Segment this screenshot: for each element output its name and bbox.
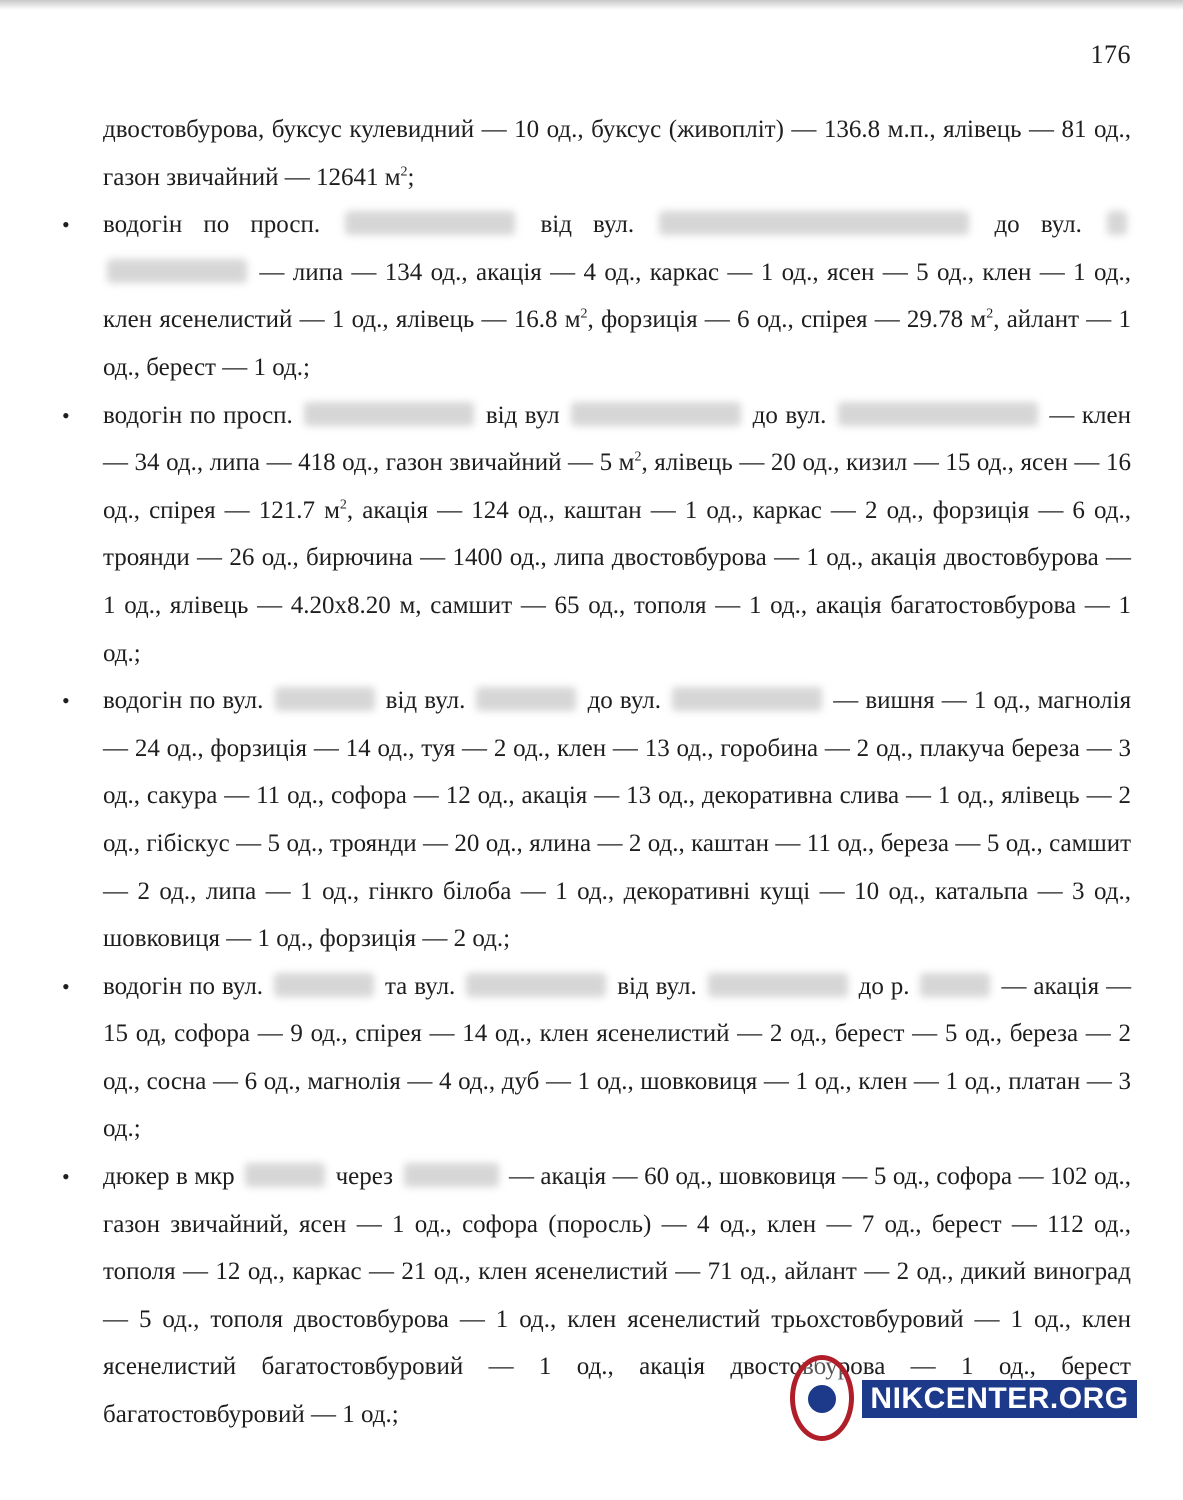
logo-eye-icon <box>804 1381 840 1417</box>
item-text: — липа — 134 од., акація — 4 од., каркас — 1 од., ясен — 5 од., клен — 1 од., клен ясенелистий — 1 од., ялівець — 16.8 м <box>103 258 1131 334</box>
redacted-street-name <box>345 211 515 235</box>
item-text: через <box>335 1163 394 1191</box>
redacted-district-name <box>245 1163 325 1187</box>
item-text: — акація — 15 од, софора — 9 од., спірея — 14 од., клен ясенелистий — 2 од., берест — 5 од., береза — 2 од., сосна — 6 од., магнолія — 4 од., дуб — 1 од., шовковиця — 1 од., клен — 1 од., платан — 3 од.; <box>103 972 1132 1143</box>
item-text: , айлант — 1 од., берест — 1 од.; <box>103 306 1131 381</box>
item-text: — вишня — 1 од., магнолія — 24 од., форзиція — 14 од., туя — 2 од., клен — 13 од., горобина — 2 од., плакуча береза — 3 од., сакура — 11 од., софора — 12 од., акація — 13 од., декоративна слива — 1 од., ялівець — 2 од., гібіскус — 5 од., троянди — 20 од., ялина — 2 од., каштан — 11 од., береза — 5 од., самшит — 2 од., липа — 1 од., гінкго білоба — 1 од., декоративні кущі — 10 од., катальпа — 3 од., шовковиця — 1 од., форзиція — 2 од.; <box>103 687 1132 953</box>
bullet-icon: • <box>62 212 70 238</box>
bullet-icon: • <box>62 402 70 428</box>
intro-line-1: двостовбурова, буксус кулевидний — 10 од., буксус (живопліт) — 136.8 м.п., ялівець <box>103 116 1022 143</box>
item-text: водогін по просп. <box>103 401 293 429</box>
list-item <box>62 201 1131 391</box>
intro-line-2: — 81 од., газон звичайний — 12641 м <box>103 116 1132 191</box>
superscript: 2 <box>339 497 347 513</box>
item-text: — акація — 60 од., шовковиця — 5 од., софора — 102 од., газон звичайний, ясен — 1 од., софора (поросль) — 4 од., клен — 7 од., берест — 112 од., тополя — 12 од., каркас — 21 од., клен ясенелистий — 71 од., айлант — 2 од., дикий виноград — 5 од., тополя двостовбурова — 1 од., клен ясенелистий трьохстовбуровий — 1 од., клен ясенелистий багатостовбуровий — 1 од., акація двостовбурова — 1 од., берест багатостовбуровий — 1 од.; <box>103 1163 1132 1429</box>
redacted-street-name <box>571 402 741 426</box>
item-text: дюкер в мкр <box>103 1163 235 1191</box>
redacted-street-name <box>659 211 969 235</box>
bullet-icon: • <box>62 1164 70 1190</box>
redacted-street-name <box>274 973 374 997</box>
redacted-street-name <box>476 687 576 711</box>
item-text: водогін по вул. <box>103 972 264 1000</box>
redacted-street-name <box>107 259 247 283</box>
item-text: від вул. <box>385 687 466 715</box>
item-text: до вул. <box>587 687 661 715</box>
intro-line-2-end: ; <box>407 163 415 191</box>
superscript: 2 <box>400 164 408 180</box>
list-item <box>62 677 1132 963</box>
redacted-street-name <box>838 402 1038 426</box>
item-text: та вул. <box>384 972 456 1000</box>
bullet-icon: • <box>62 973 70 999</box>
item-text: водогін по вул. <box>103 687 264 715</box>
list-item <box>62 963 1132 1153</box>
superscript: 2 <box>634 449 642 465</box>
page-number: 176 <box>1090 40 1131 69</box>
redacted-street-name <box>1107 211 1127 235</box>
item-text: водогін по просп. <box>103 211 321 239</box>
item-text: , акація — 124 од., каштан — 1 од., каркас — 2 од., форзиція — 6 од., троянди — 26 од., бирючина — 1400 од., липа двостовбурова — 1 од., акація двостовбурова — 1 од., ялівець — 4.20х8.20 м, самшит — 65 од., тополя — 1 од., акація багатостовбурова — 1 од.; <box>103 496 1131 667</box>
redacted-street-name <box>304 402 474 426</box>
item-text: від вул. <box>540 211 635 239</box>
redacted-street-name <box>466 973 606 997</box>
item-text: до вул. <box>752 401 827 429</box>
item-text: — клен — 34 од., липа — 418 од., газон звичайний — 5 м <box>103 401 1132 477</box>
superscript: 2 <box>986 307 994 323</box>
redacted-river-name <box>404 1163 499 1187</box>
redacted-street-name <box>708 973 848 997</box>
watermark-text: NIKCENTER.ORG <box>862 1380 1137 1418</box>
item-text: , форзиція — 6 од., спірея — 29.78 м <box>587 306 987 334</box>
watermark-logo <box>790 1355 1140 1445</box>
item-text: від вул. <box>617 972 697 1000</box>
redacted-river-name <box>920 973 990 997</box>
item-text: до вул. <box>994 211 1082 239</box>
item-text: , ялівець — 20 од., кизил — 15 од., ясен — 16 од., спірея — 121.7 м <box>103 449 1131 524</box>
intro-paragraph <box>103 106 1131 201</box>
document-body <box>62 106 1132 1439</box>
redacted-street-name <box>672 687 822 711</box>
item-text: від вул <box>485 401 560 429</box>
item-text: до р. <box>858 972 910 1000</box>
bullet-icon: • <box>62 688 70 714</box>
redacted-street-name <box>275 687 375 711</box>
superscript: 2 <box>580 307 588 323</box>
page-top-edge <box>0 0 1183 10</box>
list-item <box>62 392 1132 678</box>
